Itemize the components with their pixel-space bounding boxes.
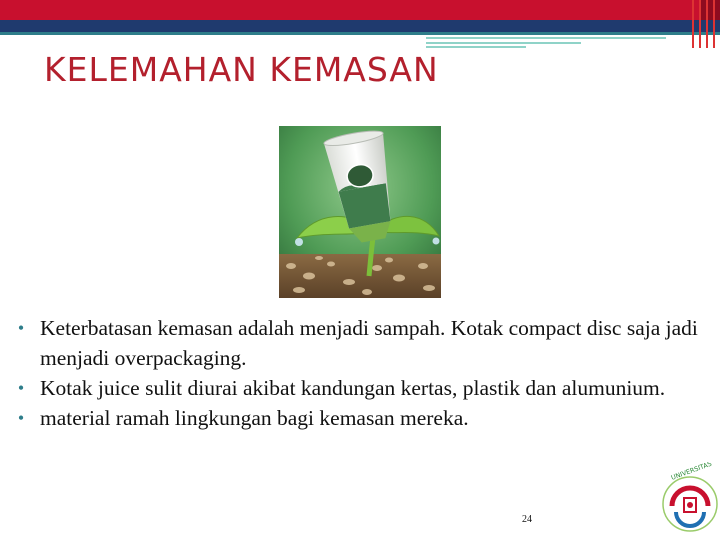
svg-text:UNIVERSITAS: UNIVERSITAS (669, 462, 713, 482)
header-band-navy (0, 20, 720, 32)
slide-title: KELEMAHAN KEMASAN (44, 50, 439, 89)
header-vertical-bar (699, 0, 701, 48)
header-band-red-accent (700, 0, 720, 20)
header-band (0, 0, 720, 48)
bullet-text: Keterbatasan kemasan adalah menjadi sampah. Kotak compact disc saja jadi menjadi overpackaging. (40, 316, 698, 370)
page-number: 24 (522, 514, 532, 525)
bullet-list (10, 313, 700, 433)
bullet-text: Kotak juice sulit diurai akibat kandungan kertas, plastik dan alumunium. (40, 376, 666, 400)
header-vertical-bar (706, 0, 708, 48)
header-band-lines (426, 35, 720, 48)
bullet-item (10, 313, 700, 373)
university-logo (650, 462, 720, 540)
cup-sprout-photo (279, 126, 441, 298)
bullet-item (10, 403, 700, 433)
bullet-marker: • (17, 318, 25, 338)
header-vertical-bar (713, 0, 715, 48)
header-band-red (0, 0, 700, 20)
bullet-item (10, 373, 700, 403)
header-vertical-bar (692, 0, 694, 48)
bullet-text: material ramah lingkungan bagi kemasan mereka. (40, 406, 469, 430)
bullet-marker: • (17, 378, 25, 398)
bullet-marker: • (17, 408, 25, 428)
